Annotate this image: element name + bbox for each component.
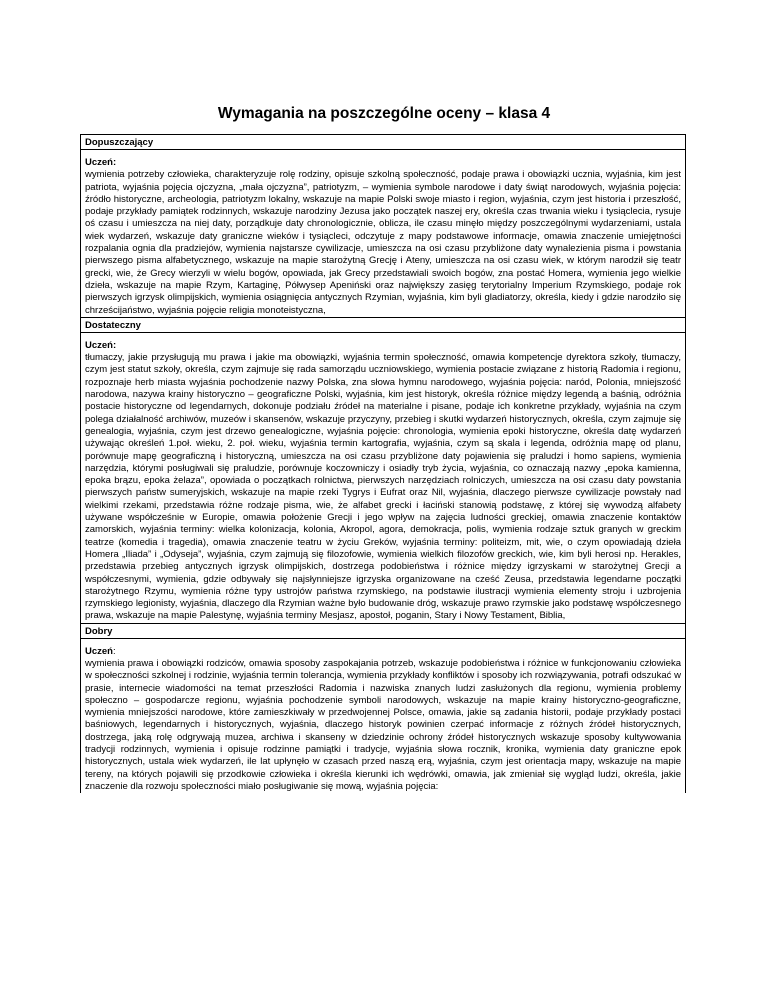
requirements-table: [80, 134, 686, 793]
pupil-label: Uczeń:: [85, 339, 117, 351]
grade-body-dobry: [81, 639, 685, 794]
grade-body-dostateczny: [81, 333, 685, 624]
grade-header-dopuszczajacy: Dopuszczający: [81, 135, 685, 150]
page-title: Wymagania na poszczególne oceny – klasa 4: [217, 105, 551, 122]
requirements-text: tłumaczy, jakie przysługują mu prawa i jakie ma obowiązki, wyjaśnia termin społeczność, omawia kompetencje dyrektora szkoły, tłumaczy, czym jest statut szkoły, określa, czym zajmuje się rada samorządu uczniowskiego, wymienia postacie związane z historią Radomia i regionu, rozpoznaje herb miasta wyjaśnia pochodzenie nazwy Polska, zna słowa hymnu narodowego, wyjaśnia pojęcia: naród, Polonia, mniejszość narodowa, nazywa krainy historyczno – geograficzne Polski, wyjaśnia, kim jest historyk, określa różnice między legendą a baśnią, odróżnia postacie historyczne od legendarnych, dokonuje podziału źródeł na materialne i pisane, podaje ich konkretne przykłady, wyjaśnia na czym polega działalność archiwów, muzeów i skansenów, wskazuje przyczyny, przebieg i skutki wydarzeń historycznych, określa, czym zajmuje się genealogia, wyjaśnia, czym jest drzewo genealogiczne, wyjaśnia pojęcie: chronologia, wymienia epoki historyczne, określa datę wydarzeń używając określeń 1.poł. wieku, 2. poł. wieku, wyjaśnia termin kartografia, wyjaśnia, czym są skala i legenda, odróżnia mapę od planu, porównuje mapę geograficzną i historyczną, umieszcza na osi czasu przybliżone daty pojawienia się praludzi i homo sapiens, wymienia narzędzia, którymi posługiwali się praludzie, porównuje koczowniczy i osiadły tryb życia, wyjaśnia, co oznaczają nazwy „epoka kamienna, epoka brązu, epoka żelaza”, opowiada o początkach rolnictwa, pierwszych narzędziach rolniczych, umieszcza na osi czasu daty powstania pierwszych państw sumeryjskich, wskazuje na mapie rzeki Tygrys i Eufrat oraz Nil, wyjaśnia, dlaczego pierwsze cywilizacje powstały nad wielkimi rzekami, przedstawia różne rodzaje pisma, wie, że alfabet grecki i łaciński stanowią podstawę, z której się wywodzą alfabety używane współcześnie w Europie, omawia położenie Grecji i jego wpływ na zajęcia ludności greckiej, omawia znaczenie kontaktów zamorskich, wyjaśnia terminy: wielka kolonizacja, kolonia, Akropol, agora, demokracja, polis, wymienia rodzaje sztuk granych w greckim teatrze (komedia i tragedia), omawia znaczenie teatru w życiu Greków, wyjaśnia terminy: politeizm, mit, wie, o czym opowiadają dzieła Homera „Iliada” i „Odyseja”, wyjaśnia, czym zajmują się filozofowie, wymienia wielkich filozofów greckich, wie, kim byli herosi np. Herakles, przedstawia przebieg antycznych igrzysk olimpijskich, dostrzega podobieństwa i różnice między igrzyskami w starożytnej Grecji a współczesnymi, wymienia, gdzie odbywały się najsłynniejsze igrzyska organizowane na cześć Zeusa, przedstawia legendarne początki starożytnego Rzymu, wymienia różne typy ustrojów państwa rzymskiego, na podstawie ilustracji wymienia elementy stroju i uzbrojenia rzymskiego legionisty, wyjaśnia, dlaczego dla Rzymian ważne było budowanie dróg, wskazuje prawo rzymskie jako podstawę współczesnego prawa, wskazuje na mapie Palestynę, wyjaśnia terminy Mesjasz, apostoł, poganin, Stary i Nowy Testament, Biblia,: [85, 352, 681, 622]
pupil-label: Uczeń:: [85, 645, 116, 657]
grade-header-dobry: Dobry: [81, 624, 685, 639]
grade-header-dostateczny: Dostateczny: [81, 318, 685, 333]
requirements-text: wymienia prawa i obowiązki rodziców, omawia sposoby zaspokajania potrzeb, wskazuje podobieństwa i różnice w funkcjonowaniu człowieka w społeczności szkolnej i rodzinie, wyjaśnia termin tolerancja, wymienia przykłady konfliktów i sposoby ich rozwiązywania, potrafi odszukać w prasie, internecie wiadomości na temat przeszłości Radomia i nazwiska znanych ludzi zasłużonych dla regionu, wymienia problemy społeczno – gospodarcze regionu, wyjaśnia pochodzenie symboli narodowych, wskazuje na mapie krainy historyczno-geograficzne, wymienia mniejszości narodowe, które zamieszkiwały w przedwojennej Polsce, omawia, jakie są zadania historii, podaje przykłady postaci baśniowych, legendarnych i historycznych, wyjaśnia, dlaczego historyk powinien czerpać informacje z różnych źródeł historycznych, dostrzega, jaką rolę odgrywają muzea, archiwa i skanseny w dziedzinie ochrony źródeł historycznych wskazuje sposoby kultywowania tradycji rodzinnych, wymienia i opisuje rodzinne pamiątki i tradycje, wyjaśnia słowa rocznik, kronika, wymienia daty graniczne epok historycznych, ustala wiek wydarzeń, ile lat upłynęło w czasach przed naszą erą, wyjaśnia, czym jest orientacja mapy, wskazuje na mapie tereny, na których pojawili się przodkowie człowieka i określa kierunki ich wędrówki, omawia, jak zmieniał się wygląd ludzi, określa, jakie znaczenie dla rozwoju społeczności miało posługiwanie się mową, wyjaśnia pojęcia:: [85, 657, 681, 792]
grade-body-dopuszczajacy: [81, 150, 685, 318]
requirements-text: wymienia potrzeby człowieka, charakteryzuje rolę rodziny, opisuje szkolną społeczność, podaje prawa i obowiązki ucznia, wyjaśnia, kim jest patriota, wyjaśnia pojęcia ojczyzna, „mała ojczyzna”, patriotyzm, – wymienia symbole narodowe i daty świąt narodowych, wyjaśnia pojęcia: źródło historyczne, archeologia, patriotyzm lokalny, wskazuje na mapie Polski swoje miasto i region, wyjaśnia, czym jest historia i przeszłość, podaje przykłady pamiątek rodzinnych, wskazuje narodziny Jezusa jako początek naszej ery, określa czas trwania wieku i tysiąclecia, rysuje oś czasu i umieszcza na niej daty, porządkuje daty chronologicznie, oblicza, ile czasu minęło między poszczególnymi wydarzeniami, ustala wiek wydarzeń, wskazuje daty graniczne wieków i tysiącleci, odczytuje z mapy podstawowe informacje, omawia znaczenie umiejętności rozpalania ognia dla pradziejów, wymienia najstarsze cywilizacje, umieszcza na osi czasu przybliżone daty wynalezienia pisma i powstania pierwszego pisma alfabetycznego, wskazuje na mapie starożytną Grecję i Ateny, umieszcza na osi czasu wiek, w którym narodził się teatr grecki, wie, że Grecy wierzyli w wielu bogów, opowiada, jak Grecy przedstawiali swoich bogów, zna postać Homera, wymienia jego wielkie dzieła, wskazuje na mapie Rzym, Kartaginę, Półwysep Apeniński oraz największy zasięg terytorialny Imperium Rzymskiego, podaje rok pierwszych igrzysk olimpijskich, wymienia osiągnięcia antycznych Rzymian, wyjaśnia, kim byli gladiatorzy, określa, kiedy i gdzie narodziło się chrześcijaństwo, wyjaśnia pojęcie religia monoteistyczna,: [85, 169, 681, 316]
pupil-label: Uczeń:: [85, 157, 117, 168]
